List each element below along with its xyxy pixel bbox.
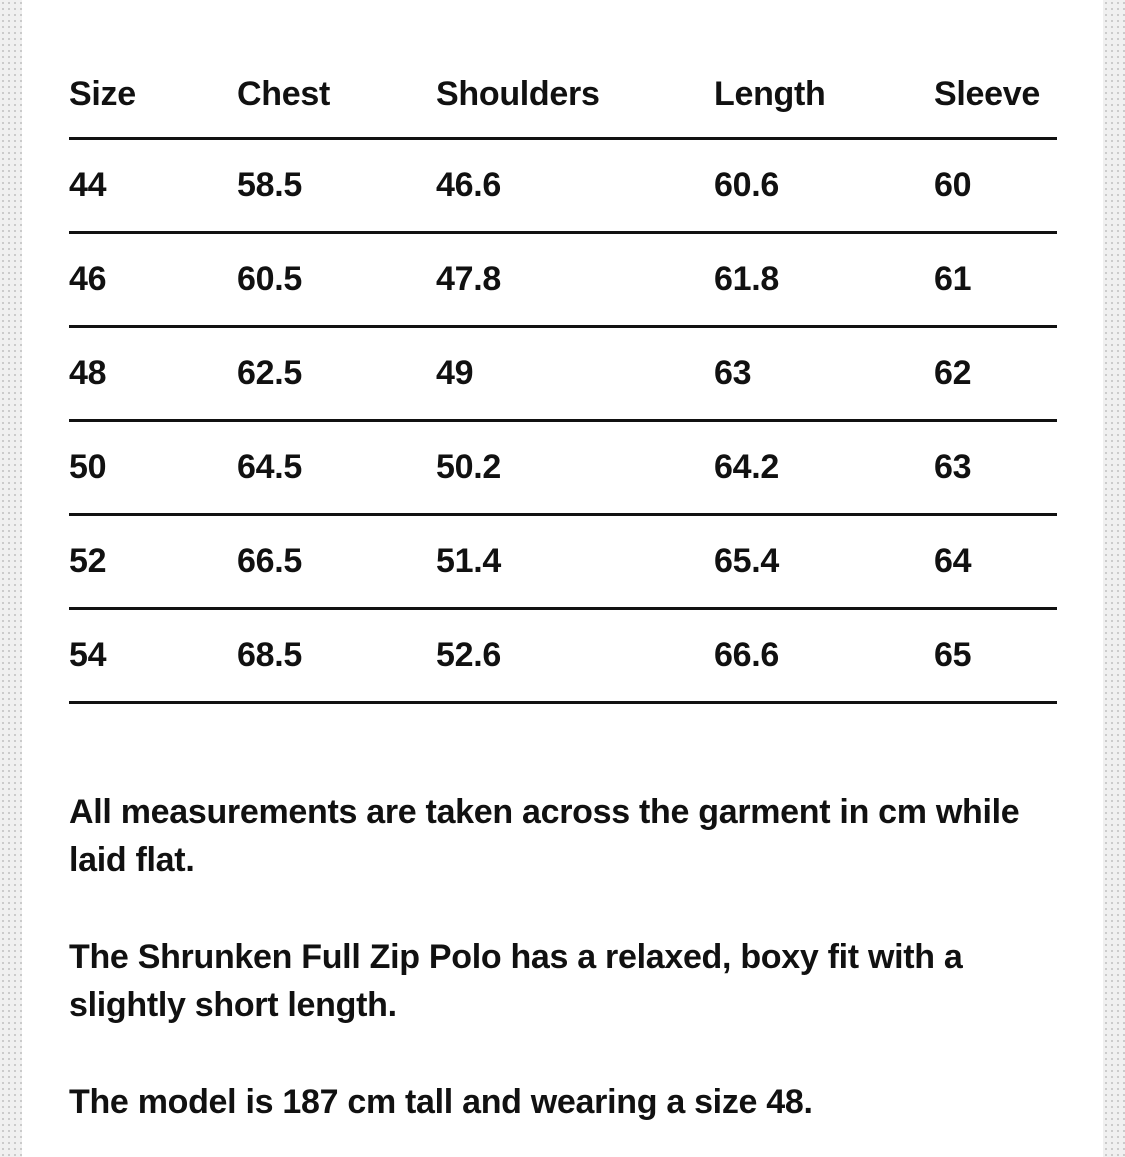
fit-notes: [69, 788, 1059, 1126]
cell-shoulders: 51.4: [436, 542, 501, 580]
cell-length: 61.8: [714, 260, 779, 298]
column-header-length: Length: [714, 75, 826, 113]
right-border-pattern: [1103, 0, 1125, 1157]
cell-chest: 62.5: [237, 354, 302, 392]
cell-shoulders: 47.8: [436, 260, 501, 298]
table-row: [69, 140, 1057, 234]
model-info: The model is 187 cm tall and wearing a size 48.: [69, 1083, 813, 1121]
cell-size: 52: [69, 542, 107, 580]
measurement-note: All measurements are taken across the garment in cm while laid flat.: [69, 793, 1020, 879]
cell-shoulders: 52.6: [436, 636, 501, 674]
table-row: [69, 610, 1057, 704]
table-row: [69, 516, 1057, 610]
table-row: [69, 234, 1057, 328]
column-header-size: Size: [69, 75, 136, 113]
cell-chest: 66.5: [237, 542, 302, 580]
cell-size: 50: [69, 448, 107, 486]
table-row: [69, 328, 1057, 422]
cell-size: 54: [69, 636, 107, 674]
left-border-pattern: [0, 0, 22, 1157]
cell-sleeve: 60: [934, 166, 972, 204]
cell-length: 66.6: [714, 636, 779, 674]
cell-length: 60.6: [714, 166, 779, 204]
cell-chest: 68.5: [237, 636, 302, 674]
cell-chest: 58.5: [237, 166, 302, 204]
cell-length: 65.4: [714, 542, 779, 580]
cell-sleeve: 62: [934, 354, 972, 392]
size-guide-panel: [22, 0, 1103, 1157]
cell-shoulders: 50.2: [436, 448, 501, 486]
cell-chest: 60.5: [237, 260, 302, 298]
cell-shoulders: 49: [436, 354, 474, 392]
fit-description: The Shrunken Full Zip Polo has a relaxed, boxy fit with a slightly short length.: [69, 938, 963, 1024]
cell-size: 48: [69, 354, 107, 392]
cell-sleeve: 61: [934, 260, 972, 298]
cell-size: 44: [69, 166, 107, 204]
table-row: [69, 422, 1057, 516]
column-header-chest: Chest: [237, 75, 330, 113]
cell-sleeve: 64: [934, 542, 972, 580]
size-table: [69, 52, 1057, 704]
cell-size: 46: [69, 260, 107, 298]
cell-shoulders: 46.6: [436, 166, 501, 204]
cell-length: 64.2: [714, 448, 779, 486]
column-header-shoulders: Shoulders: [436, 75, 600, 113]
cell-sleeve: 63: [934, 448, 972, 486]
cell-chest: 64.5: [237, 448, 302, 486]
column-header-sleeve: Sleeve: [934, 75, 1040, 113]
cell-sleeve: 65: [934, 636, 972, 674]
table-header-row: [69, 52, 1057, 140]
cell-length: 63: [714, 354, 752, 392]
